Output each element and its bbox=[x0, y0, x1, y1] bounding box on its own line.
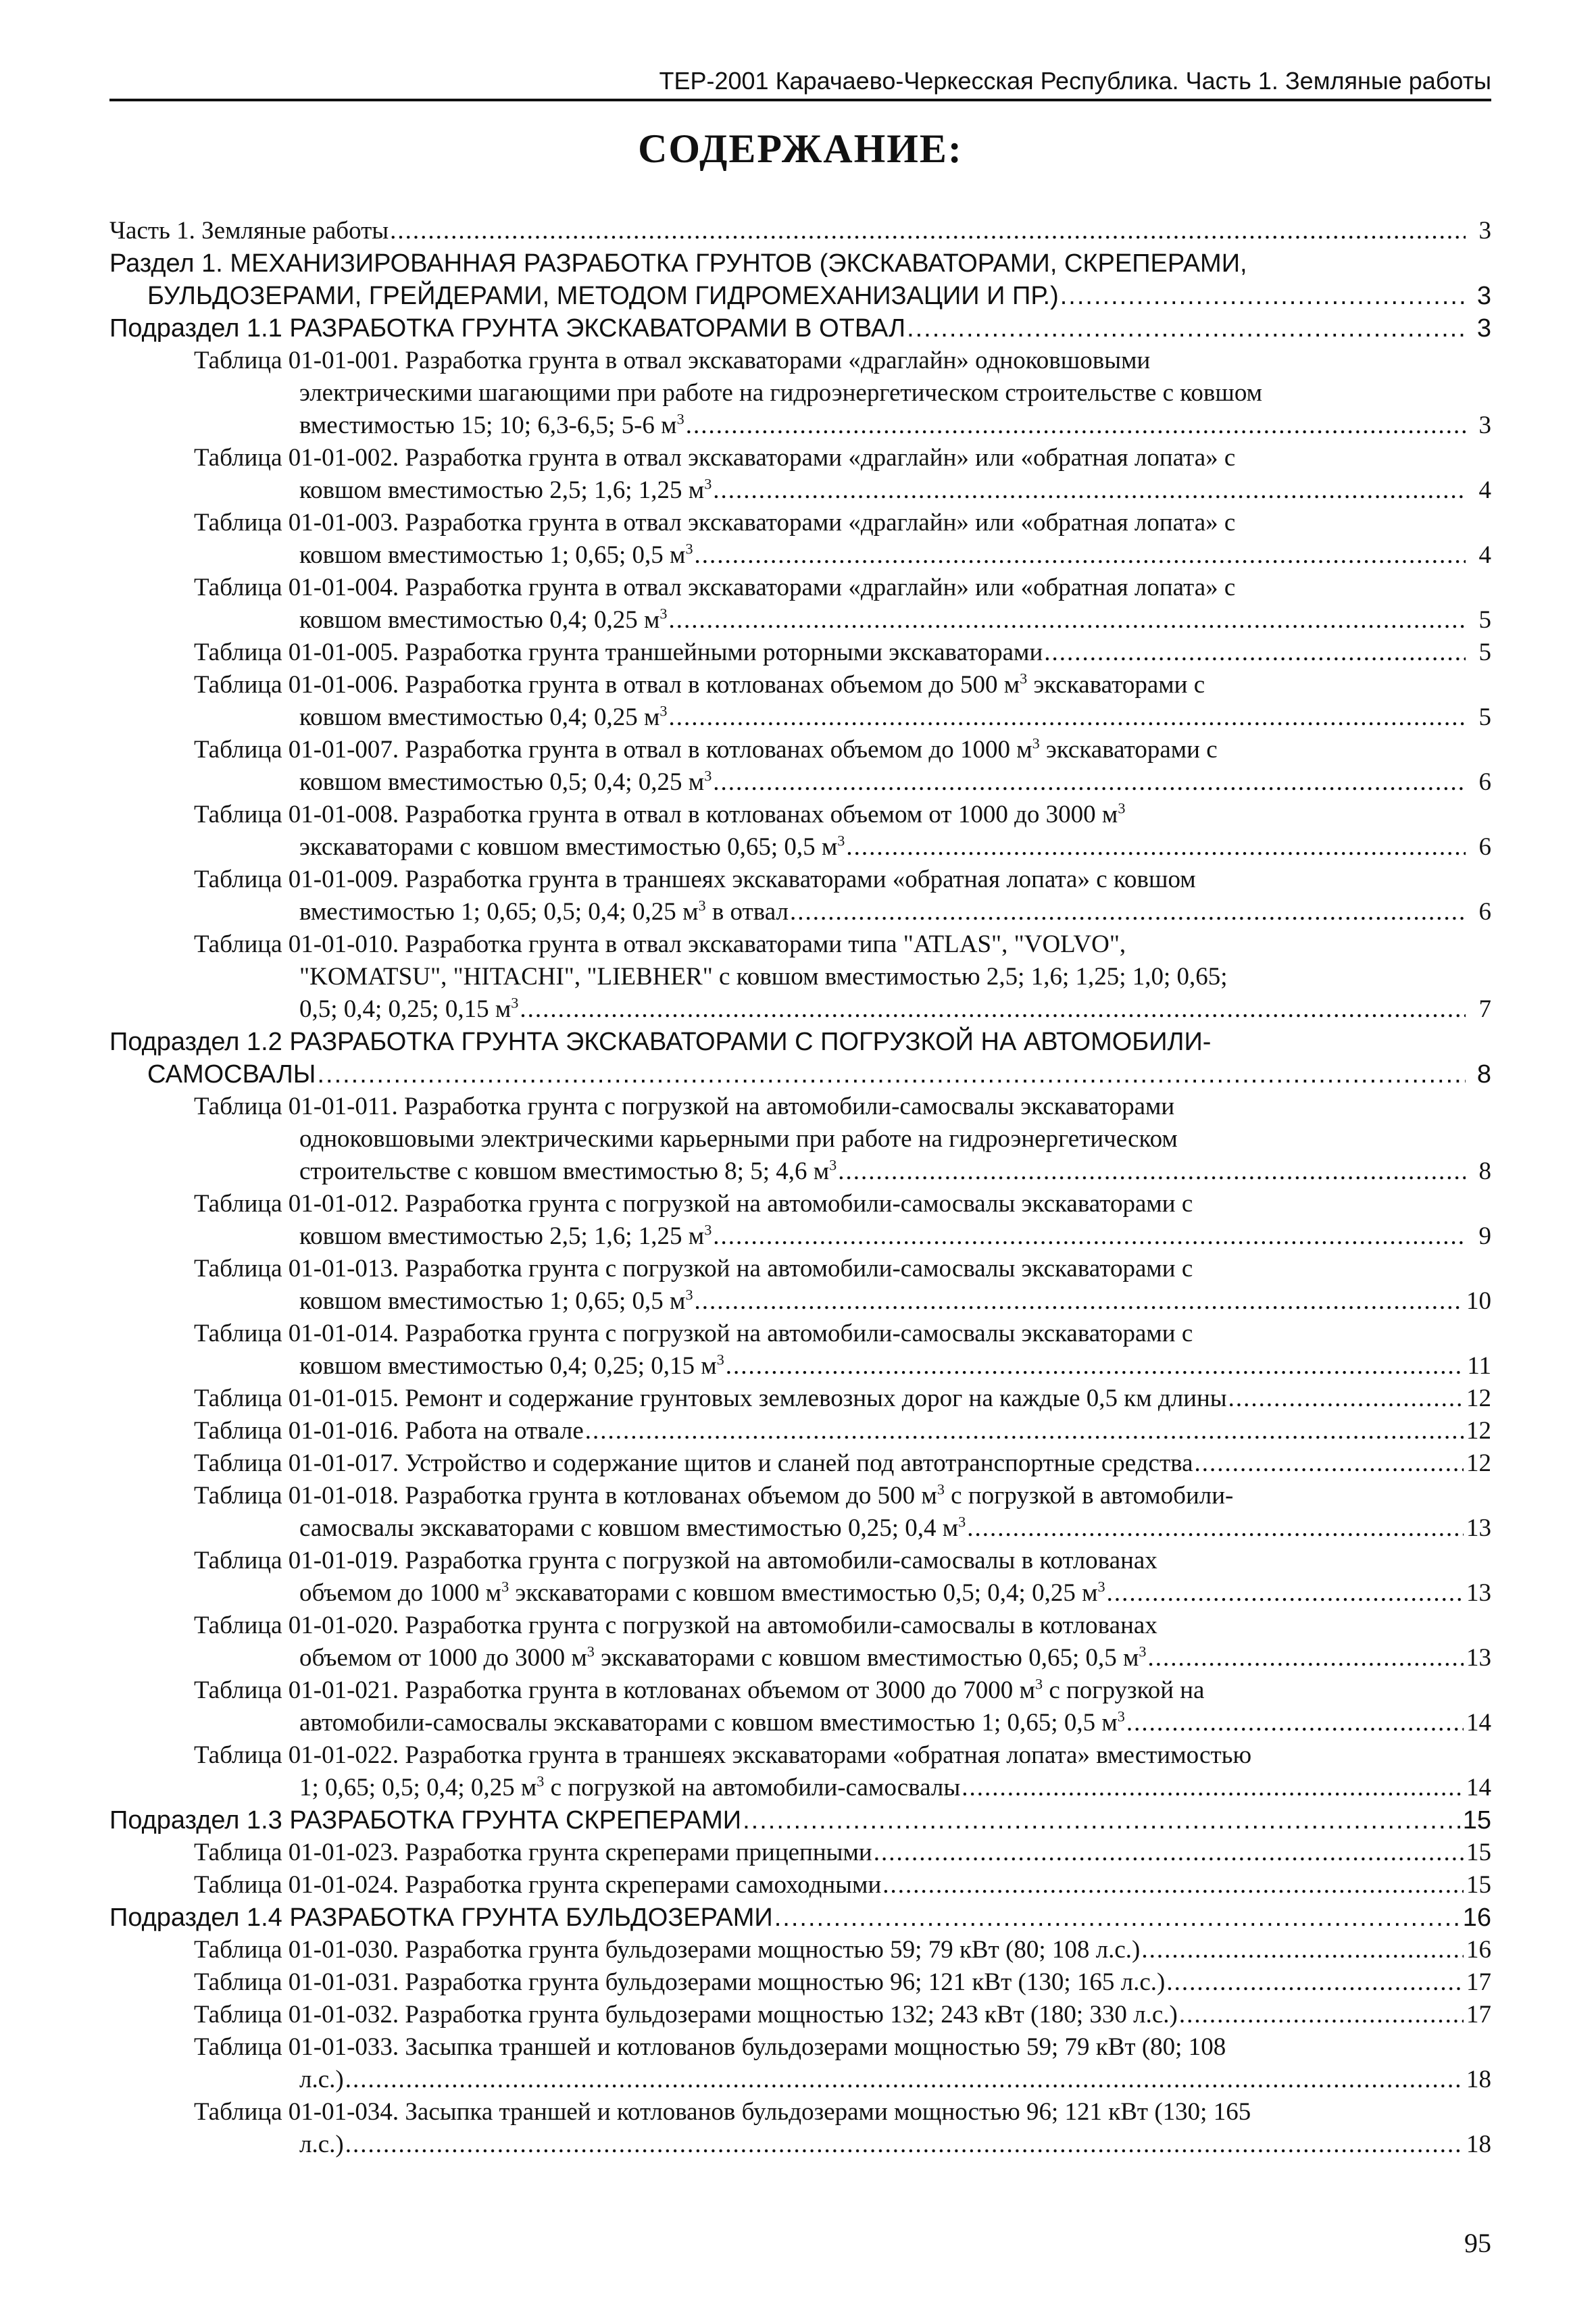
toc-entry-text: ковшом вместимостью 1; 0,65; 0,5 $м^3$ bbox=[299, 540, 693, 569]
toc-entry-line bbox=[109, 1155, 1491, 1188]
toc-entry-line bbox=[109, 1674, 1491, 1707]
toc-entry-text: Таблица 01-01-016. Работа на отвале bbox=[194, 1417, 584, 1445]
toc-entry-text: Таблица 01-01-009. Разработка грунта в траншеях экскаваторами «обратная лопата» с ковшом bbox=[194, 866, 1196, 893]
toc-entry-text: вместимостью 1; 0,65; 0,5; 0,4; 0,25 $м^3$ в отвал bbox=[299, 897, 789, 926]
toc-entry[interactable] bbox=[109, 1739, 1491, 1804]
toc-entry-line bbox=[109, 474, 1491, 507]
toc-entry[interactable] bbox=[109, 247, 1491, 312]
toc-page-number: 9 bbox=[1478, 1222, 1491, 1250]
dot-leader bbox=[669, 701, 1466, 734]
toc-entry[interactable] bbox=[109, 637, 1491, 669]
toc-entry-text: ковшом вместимостью 0,4; 0,25 $м^3$ bbox=[299, 605, 668, 634]
toc-entry-line bbox=[109, 1642, 1491, 1674]
toc-entry-line bbox=[109, 604, 1491, 637]
toc-entry-line bbox=[109, 1966, 1491, 1999]
toc-page-number: 5 bbox=[1478, 639, 1491, 666]
dot-leader bbox=[317, 1058, 1466, 1091]
dot-leader bbox=[345, 2129, 1464, 2161]
toc-entry[interactable] bbox=[109, 2031, 1491, 2096]
toc-entry-text: БУЛЬДОЗЕРАМИ, ГРЕЙДЕРАМИ, МЕТОДОМ ГИДРОМЕХАНИЗАЦИИ И ПР.) bbox=[147, 282, 1059, 310]
dot-leader bbox=[774, 1901, 1460, 1934]
toc-page-number: 18 bbox=[1466, 2066, 1491, 2093]
toc-entry-line bbox=[109, 864, 1491, 896]
toc-page-number: 17 bbox=[1466, 2001, 1491, 2028]
toc-entry-line bbox=[109, 1318, 1491, 1350]
toc-entry-line bbox=[109, 2031, 1491, 2064]
toc-entry-text: Таблица 01-01-024. Разработка грунта скреперами самоходными bbox=[194, 1871, 882, 1899]
toc-page-number: 3 bbox=[1476, 282, 1491, 310]
toc-entry[interactable] bbox=[109, 442, 1491, 507]
dot-leader bbox=[874, 1837, 1464, 1869]
dot-leader bbox=[790, 896, 1466, 928]
toc-page-number: 4 bbox=[1478, 541, 1491, 569]
toc-entry-text: Таблица 01-01-010. Разработка грунта в отвал экскаваторами типа "ATLAS", "VOLVO", bbox=[194, 930, 1126, 958]
dot-leader bbox=[1195, 1447, 1464, 1480]
toc-entry-line bbox=[109, 1091, 1491, 1123]
toc-entry-text: Подраздел 1.1 РАЗРАБОТКА ГРУНТА ЭКСКАВАТОРАМИ В ОТВАЛ bbox=[109, 314, 906, 343]
toc-entry[interactable] bbox=[109, 1804, 1491, 1837]
toc-entry-line bbox=[109, 1058, 1491, 1091]
toc-entry-line bbox=[109, 734, 1491, 766]
dot-leader bbox=[1166, 1966, 1464, 1999]
toc-entry-text: Таблица 01-01-014. Разработка грунта с погрузкой на автомобили-самосвалы экскаваторами с bbox=[194, 1320, 1193, 1347]
toc-entry[interactable] bbox=[109, 799, 1491, 864]
toc-entry-text: Таблица 01-01-034. Засыпка траншей и котлованов бульдозерами мощностью 96; 121 кВт (130; 165 bbox=[194, 2098, 1251, 2126]
dot-leader bbox=[1228, 1383, 1464, 1415]
toc-entry-line bbox=[109, 1901, 1491, 1934]
dot-leader bbox=[1148, 1642, 1464, 1674]
toc-entry-text: Таблица 01-01-032. Разработка грунта бульдозерами мощностью 132; 243 кВт (180; 330 л.с.) bbox=[194, 2001, 1178, 2028]
toc-entry-line bbox=[109, 961, 1491, 993]
toc-entry-text: Таблица 01-01-003. Разработка грунта в отвал экскаваторами «драглайн» или «обратная лопата» с bbox=[194, 509, 1236, 537]
dot-leader bbox=[520, 993, 1466, 1026]
toc-entry-line bbox=[109, 1123, 1491, 1155]
toc-entry-line bbox=[109, 377, 1491, 409]
toc-entry-text: Таблица 01-01-005. Разработка грунта траншейными роторными экскаваторами bbox=[194, 639, 1043, 666]
toc-entry-line bbox=[109, 572, 1491, 604]
toc-page-number: 5 bbox=[1478, 606, 1491, 634]
toc-entry-line bbox=[109, 1026, 1491, 1058]
toc-entry[interactable] bbox=[109, 1901, 1491, 1934]
toc-entry-line bbox=[109, 928, 1491, 961]
toc-page-number: 6 bbox=[1478, 898, 1491, 926]
toc-entry-line bbox=[109, 2064, 1491, 2096]
toc-page-number: 8 bbox=[1478, 1158, 1491, 1185]
dot-leader bbox=[695, 1285, 1464, 1318]
page-title: СОДЕРЖАНИЕ: bbox=[638, 126, 963, 171]
dot-leader bbox=[1107, 1577, 1464, 1610]
toc-entry[interactable] bbox=[109, 1026, 1491, 1091]
toc-page-number: 14 bbox=[1466, 1774, 1491, 1801]
toc-entry-text: Таблица 01-01-013. Разработка грунта с погрузкой на автомобили-самосвалы экскаваторами с bbox=[194, 1255, 1193, 1283]
toc-entry-line bbox=[109, 766, 1491, 799]
toc-entry-line bbox=[109, 1350, 1491, 1383]
toc-entry[interactable] bbox=[109, 1674, 1491, 1739]
toc-entry-line bbox=[109, 1285, 1491, 1318]
toc-entry-text: Таблица 01-01-033. Засыпка траншей и котлованов бульдозерами мощностью 59; 79 кВт (80; 108 bbox=[194, 2033, 1226, 2061]
toc-entry-line bbox=[109, 993, 1491, 1026]
toc-entry-text: Таблица 01-01-019. Разработка грунта с погрузкой на автомобили-самосвалы в котлованах bbox=[194, 1547, 1157, 1574]
toc-entry-text: Таблица 01-01-008. Разработка грунта в отвал в котлованах объемом от 1000 до 3000 $м^3$ bbox=[194, 799, 1126, 828]
toc-entry-line bbox=[109, 831, 1491, 864]
dot-leader bbox=[1044, 637, 1466, 669]
toc-entry-text: Таблица 01-01-017. Устройство и содержание щитов и сланей под автотранспортные средства bbox=[194, 1449, 1193, 1477]
toc-entry-line bbox=[109, 1772, 1491, 1804]
toc-entry-line bbox=[109, 1610, 1491, 1642]
toc-entry-line bbox=[109, 1545, 1491, 1577]
toc-page-number: 3 bbox=[1476, 314, 1491, 343]
toc-entry-text: Таблица 01-01-030. Разработка грунта бульдозерами мощностью 59; 79 кВт (80; 108 л.с.) bbox=[194, 1936, 1141, 1964]
toc-entry-line bbox=[109, 1837, 1491, 1869]
toc-entry-line bbox=[109, 215, 1491, 247]
toc-entry[interactable] bbox=[109, 2096, 1491, 2161]
toc-entry[interactable] bbox=[109, 734, 1491, 799]
toc-entry-text: Таблица 01-01-004. Разработка грунта в отвал экскаваторами «драглайн» или «обратная лопата» с bbox=[194, 574, 1236, 601]
toc-page-number: 10 bbox=[1466, 1287, 1491, 1315]
toc-entry-text: Подраздел 1.2 РАЗРАБОТКА ГРУНТА ЭКСКАВАТОРАМИ С ПОГРУЗКОЙ НА АВТОМОБИЛИ- bbox=[109, 1028, 1212, 1056]
toc-page-number: 18 bbox=[1466, 2131, 1491, 2158]
dot-leader bbox=[962, 1772, 1464, 1804]
toc-entry-text: 0,5; 0,4; 0,25; 0,15 $м^3$ bbox=[299, 994, 519, 1023]
toc-page-number: 16 bbox=[1466, 1936, 1491, 1964]
toc-entry-line bbox=[109, 1512, 1491, 1545]
toc-entry-text: одноковшовыми электрическими карьерными при работе на гидроэнергетическом bbox=[299, 1125, 1178, 1153]
toc-entry[interactable] bbox=[109, 1188, 1491, 1253]
toc-entry-line bbox=[109, 1415, 1491, 1447]
toc-entry-line bbox=[109, 1577, 1491, 1610]
toc-entry-text: Подраздел 1.3 РАЗРАБОТКА ГРУНТА СКРЕПЕРАМИ bbox=[109, 1806, 742, 1835]
toc-entry-text: ковшом вместимостью 2,5; 1,6; 1,25 $м^3$ bbox=[299, 1221, 712, 1250]
toc-entry[interactable] bbox=[109, 669, 1491, 734]
toc-entry-text: Раздел 1. МЕХАНИЗИРОВАННАЯ РАЗРАБОТКА ГРУНТОВ (ЭКСКАВАТОРАМИ, СКРЕПЕРАМИ, bbox=[109, 249, 1247, 278]
toc-entry-line bbox=[109, 1220, 1491, 1253]
toc-entry-text: объемом до 1000 $м^3$ экскаваторами с ковшом вместимостью 0,5; 0,4; 0,25 $м^3$ bbox=[299, 1578, 1105, 1607]
toc-entry[interactable] bbox=[109, 1091, 1491, 1188]
toc-entry-line bbox=[109, 1188, 1491, 1220]
toc-entry-text: Таблица 01-01-006. Разработка грунта в отвал в котлованах объемом до 500 $м^3$ экскаваторами с bbox=[194, 670, 1205, 699]
dot-leader bbox=[882, 1869, 1464, 1901]
toc-entry-text: ковшом вместимостью 0,4; 0,25 $м^3$ bbox=[299, 702, 668, 731]
toc-page-number: 15 bbox=[1466, 1839, 1491, 1866]
toc-entry-line bbox=[109, 312, 1491, 345]
toc-entry-text: Таблица 01-01-031. Разработка грунта бульдозерами мощностью 96; 121 кВт (130; 165 л.с.) bbox=[194, 1968, 1166, 1996]
toc-entry-text: "KOMATSU", "HITACHI", "LIEBHER" с ковшом вместимостью 2,5; 1,6; 1,25; 1,0; 0,65; bbox=[299, 963, 1228, 991]
dot-leader bbox=[713, 474, 1466, 507]
toc-entry[interactable] bbox=[109, 1837, 1491, 1869]
toc-page-number: 5 bbox=[1478, 703, 1491, 731]
toc-entry-text: Таблица 01-01-023. Разработка грунта скреперами прицепными bbox=[194, 1839, 872, 1866]
toc-entry-line bbox=[109, 409, 1491, 442]
dot-leader bbox=[669, 604, 1466, 637]
toc-entry-line bbox=[109, 1804, 1491, 1837]
toc-page-number: 12 bbox=[1466, 1449, 1491, 1477]
dot-leader bbox=[1060, 280, 1466, 312]
toc-entry[interactable] bbox=[109, 1934, 1491, 1966]
toc-entry-text: 1; 0,65; 0,5; 0,4; 0,25 $м^3$ с погрузкой на автомобили-самосвалы bbox=[299, 1772, 961, 1801]
toc-page-number: 3 bbox=[1478, 412, 1491, 439]
toc-page-number: 13 bbox=[1466, 1579, 1491, 1607]
toc-entry-line bbox=[109, 1934, 1491, 1966]
toc-entry[interactable] bbox=[109, 345, 1491, 442]
dot-leader bbox=[743, 1804, 1460, 1837]
toc-entry-line bbox=[109, 1707, 1491, 1739]
toc-page-number: 6 bbox=[1478, 768, 1491, 796]
toc-entry-text: Таблица 01-01-012. Разработка грунта с погрузкой на автомобили-самосвалы экскаваторами с bbox=[194, 1190, 1193, 1218]
toc-page-number: 7 bbox=[1478, 995, 1491, 1023]
dot-leader bbox=[907, 312, 1466, 345]
dot-leader bbox=[686, 409, 1466, 442]
toc-entry-line bbox=[109, 2129, 1491, 2161]
toc-entry-text: Таблица 01-01-001. Разработка грунта в отвал экскаваторами «драглайн» одноковшовыми bbox=[194, 347, 1151, 374]
toc-page-number: 13 bbox=[1466, 1644, 1491, 1672]
dot-leader bbox=[1179, 1999, 1464, 2031]
toc-entry-text: ковшом вместимостью 0,4; 0,25; 0,15 $м^3$ bbox=[299, 1351, 724, 1380]
toc-entry-text: самосвалы экскаваторами с ковшом вместимостью 0,25; 0,4 $м^3$ bbox=[299, 1513, 966, 1542]
toc-entry-line bbox=[109, 1383, 1491, 1415]
toc-entry-text: Таблица 01-01-015. Ремонт и содержание грунтовых землевозных дорог на каждые 0,5 км длины bbox=[194, 1385, 1227, 1412]
toc-entry-text: Таблица 01-01-020. Разработка грунта с погрузкой на автомобили-самосвалы в котлованах bbox=[194, 1612, 1157, 1639]
toc-entry-text: Таблица 01-01-007. Разработка грунта в отвал в котлованах объемом до 1000 $м^3$ экскаваторами с bbox=[194, 735, 1218, 764]
toc-entry[interactable] bbox=[109, 1610, 1491, 1674]
toc-entry-line bbox=[109, 507, 1491, 539]
toc-entry-text: Таблица 01-01-002. Разработка грунта в отвал экскаваторами «драглайн» или «обратная лопата» с bbox=[194, 444, 1236, 472]
dot-leader bbox=[726, 1350, 1465, 1383]
toc-entry[interactable] bbox=[109, 1869, 1491, 1901]
toc-page-number: 6 bbox=[1478, 833, 1491, 861]
dot-leader bbox=[838, 1155, 1466, 1188]
toc-entry-line bbox=[109, 345, 1491, 377]
toc-entry-text: Часть 1. Земляные работы bbox=[109, 217, 389, 245]
toc-entry-text: Таблица 01-01-022. Разработка грунта в траншеях экскаваторами «обратная лопата» вместимостью bbox=[194, 1741, 1252, 1769]
toc-entry[interactable] bbox=[109, 1545, 1491, 1610]
toc-entry[interactable] bbox=[109, 1253, 1491, 1318]
toc-entry-line bbox=[109, 637, 1491, 669]
toc-entry-text: электрическими шагающими при работе на гидроэнергетическом строительстве с ковшом bbox=[299, 379, 1263, 407]
toc-page-number: 17 bbox=[1466, 1968, 1491, 1996]
dot-leader bbox=[345, 2064, 1464, 2096]
toc-page-number: 15 bbox=[1462, 1806, 1491, 1835]
toc-entry[interactable] bbox=[109, 1966, 1491, 1999]
toc-page-number: 16 bbox=[1462, 1903, 1491, 1932]
toc-entry-text: л.с.) bbox=[299, 2066, 344, 2093]
toc-entry-line bbox=[109, 442, 1491, 474]
toc-entry[interactable] bbox=[109, 1318, 1491, 1383]
toc-entry-line bbox=[109, 701, 1491, 734]
toc-entry-line bbox=[109, 799, 1491, 831]
toc-page-number: 8 bbox=[1476, 1060, 1491, 1089]
toc-entry-line bbox=[109, 539, 1491, 572]
dot-leader bbox=[713, 1220, 1466, 1253]
toc-page-number: 14 bbox=[1466, 1709, 1491, 1737]
toc-entry[interactable] bbox=[109, 928, 1491, 1026]
toc-entry-line bbox=[109, 1999, 1491, 2031]
toc-entry-text: Подраздел 1.4 РАЗРАБОТКА ГРУНТА БУЛЬДОЗЕРАМИ bbox=[109, 1903, 773, 1932]
toc-page-number: 15 bbox=[1466, 1871, 1491, 1899]
running-header: ТЕР-2001 Карачаево-Черкесская Республика. Часть 1. Земляные работы bbox=[109, 65, 1491, 101]
toc-entry[interactable] bbox=[109, 1999, 1491, 2031]
toc-entry-text: Таблица 01-01-011. Разработка грунта с погрузкой на автомобили-самосвалы экскаваторами bbox=[194, 1093, 1175, 1120]
toc-entry[interactable] bbox=[109, 1415, 1491, 1447]
toc-entry-text: Таблица 01-01-021. Разработка грунта в котлованах объемом от 3000 до 7000 $м^3$ с погрузкой на bbox=[194, 1675, 1205, 1704]
toc-page-number: 12 bbox=[1466, 1417, 1491, 1445]
dot-leader bbox=[1141, 1934, 1464, 1966]
toc-entry[interactable] bbox=[109, 1447, 1491, 1480]
dot-leader bbox=[585, 1415, 1464, 1447]
toc-entry-line bbox=[109, 2096, 1491, 2129]
toc-entry-line bbox=[109, 669, 1491, 701]
toc-page-number: 12 bbox=[1466, 1385, 1491, 1412]
toc-entry-line bbox=[109, 280, 1491, 312]
toc-entry-text: автомобили-самосвалы экскаваторами с ковшом вместимостью 1; 0,65; 0,5 $м^3$ bbox=[299, 1708, 1125, 1737]
toc-entry-line bbox=[109, 1253, 1491, 1285]
toc-entry[interactable] bbox=[109, 215, 1491, 247]
toc-entry-text: САМОСВАЛЫ bbox=[147, 1060, 316, 1089]
toc-entry-line bbox=[109, 247, 1491, 280]
toc-entry-text: экскаваторами с ковшом вместимостью 0,65; 0,5 $м^3$ bbox=[299, 832, 845, 861]
toc-entry-line bbox=[109, 1480, 1491, 1512]
dot-leader bbox=[713, 766, 1466, 799]
toc-entry-line bbox=[109, 1739, 1491, 1772]
toc-entry-text: ковшом вместимостью 0,5; 0,4; 0,25 $м^3$ bbox=[299, 767, 712, 796]
toc-entry[interactable] bbox=[109, 507, 1491, 572]
toc-entry-text: Таблица 01-01-018. Разработка грунта в котлованах объемом до 500 $м^3$ с погрузкой в автомобили- bbox=[194, 1480, 1234, 1510]
toc-page-number: 11 bbox=[1467, 1352, 1491, 1380]
dot-leader bbox=[695, 539, 1466, 572]
toc-entry-line bbox=[109, 1869, 1491, 1901]
toc-page-number: 13 bbox=[1466, 1514, 1491, 1542]
toc-entry-text: ковшом вместимостью 2,5; 1,6; 1,25 $м^3$ bbox=[299, 475, 712, 504]
toc-page-number: 4 bbox=[1478, 476, 1491, 504]
dot-leader bbox=[846, 831, 1466, 864]
dot-leader bbox=[1126, 1707, 1464, 1739]
table-of-contents bbox=[109, 215, 1491, 2161]
toc-entry[interactable] bbox=[109, 572, 1491, 637]
toc-entry[interactable] bbox=[109, 312, 1491, 345]
page-number: 95 bbox=[1464, 2228, 1491, 2258]
toc-entry[interactable] bbox=[109, 1480, 1491, 1545]
toc-page-number: 3 bbox=[1478, 217, 1491, 245]
toc-entry-text: строительстве с ковшом вместимостью 8; 5; 4,6 $м^3$ bbox=[299, 1156, 837, 1185]
toc-entry-text: л.с.) bbox=[299, 2131, 344, 2158]
toc-entry-text: вместимостью 15; 10; 6,3-6,5; 5-6 $м^3$ bbox=[299, 410, 684, 439]
toc-entry-line bbox=[109, 1447, 1491, 1480]
toc-entry[interactable] bbox=[109, 864, 1491, 928]
dot-leader bbox=[967, 1512, 1464, 1545]
toc-entry[interactable] bbox=[109, 1383, 1491, 1415]
dot-leader bbox=[390, 215, 1466, 247]
toc-entry-text: ковшом вместимостью 1; 0,65; 0,5 $м^3$ bbox=[299, 1286, 693, 1315]
toc-entry-line bbox=[109, 896, 1491, 928]
toc-entry-text: объемом от 1000 до 3000 $м^3$ экскаваторами с ковшом вместимостью 0,65; 0,5 $м^3$ bbox=[299, 1643, 1147, 1672]
